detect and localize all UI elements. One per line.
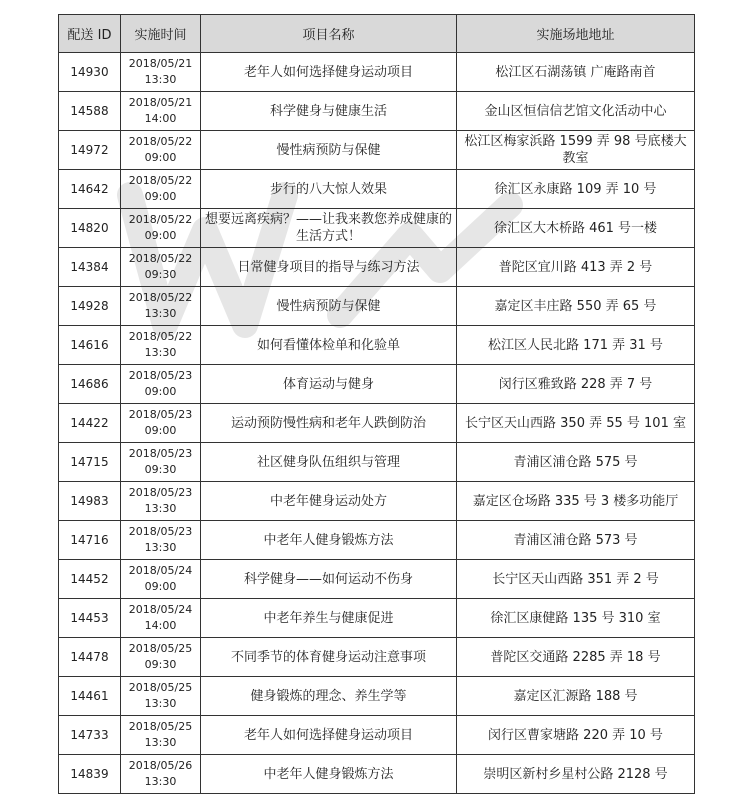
cell-topic: 日常健身项目的指导与练习方法 (201, 248, 457, 287)
cell-date: 2018/05/24 (128, 564, 193, 577)
cell-topic: 老年人如何选择健身运动项目 (201, 716, 457, 755)
table-row (59, 131, 695, 170)
cell-date: 2018/05/25 (128, 720, 193, 733)
cell-address: 青浦区浦仓路 575 号 (457, 443, 695, 482)
cell-clock: 09:00 (144, 385, 177, 398)
cell-topic: 体育运动与健身 (201, 365, 457, 404)
cell-topic: 步行的八大惊人效果 (201, 170, 457, 209)
schedule-table (58, 14, 695, 794)
cell-id: 14384 (59, 248, 121, 287)
table-row (59, 404, 695, 443)
cell-address: 崇明区新村乡星村公路 2128 号 (457, 755, 695, 794)
cell-topic: 老年人如何选择健身运动项目 (201, 53, 457, 92)
cell-time (121, 404, 201, 443)
cell-date: 2018/05/24 (128, 603, 193, 616)
cell-time (121, 209, 201, 248)
cell-clock: 13:30 (144, 73, 177, 86)
cell-id: 14820 (59, 209, 121, 248)
cell-date: 2018/05/21 (128, 96, 193, 109)
cell-clock: 13:30 (144, 775, 177, 788)
cell-address: 徐汇区大木桥路 461 号一楼 (457, 209, 695, 248)
cell-topic: 科学健身——如何运动不伤身 (201, 560, 457, 599)
cell-id: 14452 (59, 560, 121, 599)
cell-topic: 中老年健身运动处方 (201, 482, 457, 521)
cell-address: 普陀区交通路 2285 弄 18 号 (457, 638, 695, 677)
cell-date: 2018/05/22 (128, 291, 193, 304)
cell-clock: 13:30 (144, 502, 177, 515)
cell-topic: 中老年人健身锻炼方法 (201, 755, 457, 794)
cell-topic: 慢性病预防与保健 (201, 287, 457, 326)
cell-address: 普陀区宜川路 413 弄 2 号 (457, 248, 695, 287)
cell-id: 14616 (59, 326, 121, 365)
table-row (59, 560, 695, 599)
cell-id: 14972 (59, 131, 121, 170)
cell-address: 长宁区天山西路 351 弄 2 号 (457, 560, 695, 599)
cell-date: 2018/05/23 (128, 369, 193, 382)
table-row (59, 170, 695, 209)
cell-topic: 科学健身与健康生活 (201, 92, 457, 131)
cell-date: 2018/05/23 (128, 525, 193, 538)
cell-date: 2018/05/25 (128, 681, 193, 694)
cell-topic: 中老年人健身锻炼方法 (201, 521, 457, 560)
cell-time (121, 170, 201, 209)
table-row (59, 92, 695, 131)
cell-topic: 社区健身队伍组织与管理 (201, 443, 457, 482)
table-row (59, 287, 695, 326)
cell-clock: 09:00 (144, 229, 177, 242)
cell-time (121, 443, 201, 482)
cell-date: 2018/05/22 (128, 213, 193, 226)
cell-time (121, 677, 201, 716)
table-row (59, 599, 695, 638)
header-time: 实施时间 (121, 15, 201, 53)
header-id: 配送 ID (59, 15, 121, 53)
table-row (59, 755, 695, 794)
cell-topic: 如何看懂体检单和化验单 (201, 326, 457, 365)
cell-clock: 13:30 (144, 697, 177, 710)
cell-time (121, 365, 201, 404)
cell-date: 2018/05/26 (128, 759, 193, 772)
cell-topic: 不同季节的体育健身运动注意事项 (201, 638, 457, 677)
table-row (59, 443, 695, 482)
header-topic: 项目名称 (201, 15, 457, 53)
cell-clock: 09:30 (144, 658, 177, 671)
cell-clock: 13:30 (144, 346, 177, 359)
cell-clock: 14:00 (144, 112, 177, 125)
cell-topic: 慢性病预防与保健 (201, 131, 457, 170)
cell-address: 嘉定区汇源路 188 号 (457, 677, 695, 716)
cell-time (121, 326, 201, 365)
cell-date: 2018/05/22 (128, 330, 193, 343)
cell-id: 14716 (59, 521, 121, 560)
cell-time (121, 248, 201, 287)
cell-date: 2018/05/25 (128, 642, 193, 655)
cell-id: 14715 (59, 443, 121, 482)
cell-address: 松江区梅家浜路 1599 弄 98 号底楼大教室 (457, 131, 695, 170)
cell-time (121, 53, 201, 92)
cell-topic: 运动预防慢性病和老年人跌倒防治 (201, 404, 457, 443)
table-row (59, 365, 695, 404)
cell-address: 闵行区雅致路 228 弄 7 号 (457, 365, 695, 404)
cell-address: 松江区人民北路 171 弄 31 号 (457, 326, 695, 365)
cell-date: 2018/05/23 (128, 447, 193, 460)
table-row (59, 677, 695, 716)
cell-time (121, 92, 201, 131)
cell-time (121, 755, 201, 794)
cell-time (121, 287, 201, 326)
cell-topic: 中老年养生与健康促进 (201, 599, 457, 638)
table-row (59, 209, 695, 248)
table-row (59, 248, 695, 287)
cell-id: 14839 (59, 755, 121, 794)
cell-address: 嘉定区丰庄路 550 弄 65 号 (457, 287, 695, 326)
table-row (59, 482, 695, 521)
table-row (59, 326, 695, 365)
cell-time (121, 599, 201, 638)
cell-date: 2018/05/22 (128, 135, 193, 148)
cell-time (121, 638, 201, 677)
cell-address: 嘉定区仓场路 335 号 3 楼多功能厅 (457, 482, 695, 521)
cell-topic: 想要远离疾病？——让我来教您养成健康的生活方式！ (201, 209, 457, 248)
cell-address: 长宁区天山西路 350 弄 55 号 101 室 (457, 404, 695, 443)
cell-date: 2018/05/21 (128, 57, 193, 70)
table-row (59, 521, 695, 560)
cell-clock: 13:30 (144, 307, 177, 320)
cell-date: 2018/05/22 (128, 174, 193, 187)
table-row (59, 638, 695, 677)
cell-clock: 09:30 (144, 268, 177, 281)
cell-date: 2018/05/23 (128, 408, 193, 421)
cell-topic: 健身锻炼的理念、养生学等 (201, 677, 457, 716)
cell-time (121, 131, 201, 170)
cell-date: 2018/05/22 (128, 252, 193, 265)
cell-address: 松江区石湖荡镇 广庵路南首 (457, 53, 695, 92)
cell-clock: 09:00 (144, 151, 177, 164)
cell-address: 徐汇区康健路 135 号 310 室 (457, 599, 695, 638)
cell-id: 14928 (59, 287, 121, 326)
table-row (59, 53, 695, 92)
cell-time (121, 482, 201, 521)
cell-id: 14642 (59, 170, 121, 209)
cell-time (121, 521, 201, 560)
cell-clock: 09:00 (144, 190, 177, 203)
cell-id: 14422 (59, 404, 121, 443)
cell-address: 闵行区曹家塘路 220 弄 10 号 (457, 716, 695, 755)
cell-id: 14983 (59, 482, 121, 521)
table-row (59, 716, 695, 755)
table-header-row (59, 15, 695, 53)
cell-id: 14478 (59, 638, 121, 677)
cell-id: 14588 (59, 92, 121, 131)
cell-id: 14930 (59, 53, 121, 92)
cell-date: 2018/05/23 (128, 486, 193, 499)
cell-clock: 13:30 (144, 736, 177, 749)
cell-time (121, 560, 201, 599)
cell-clock: 13:30 (144, 541, 177, 554)
cell-clock: 14:00 (144, 619, 177, 632)
cell-id: 14453 (59, 599, 121, 638)
cell-clock: 09:00 (144, 424, 177, 437)
cell-address: 徐汇区永康路 109 弄 10 号 (457, 170, 695, 209)
cell-time (121, 716, 201, 755)
cell-address: 青浦区浦仓路 573 号 (457, 521, 695, 560)
cell-id: 14733 (59, 716, 121, 755)
cell-clock: 09:00 (144, 580, 177, 593)
cell-address: 金山区恒信信艺馆文化活动中心 (457, 92, 695, 131)
cell-id: 14686 (59, 365, 121, 404)
cell-clock: 09:30 (144, 463, 177, 476)
cell-id: 14461 (59, 677, 121, 716)
header-address: 实施场地地址 (457, 15, 695, 53)
